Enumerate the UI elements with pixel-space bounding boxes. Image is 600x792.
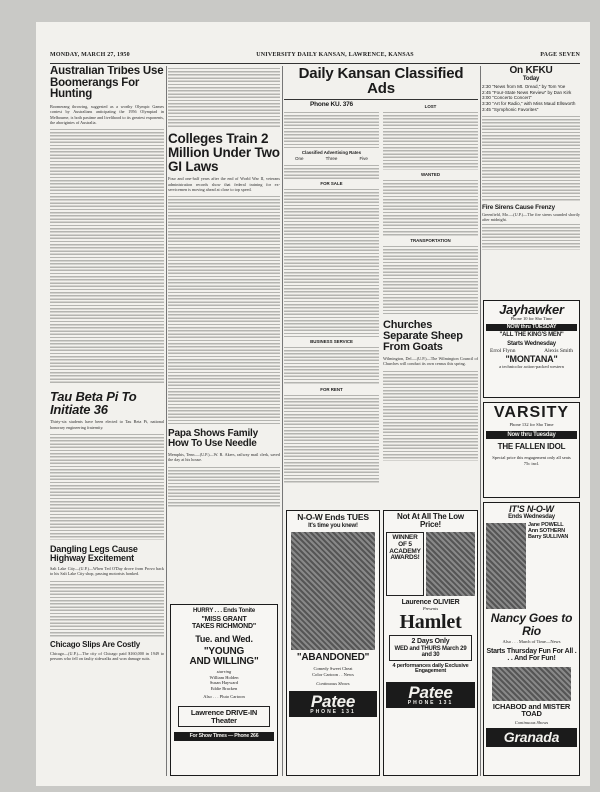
kfku-row: 3:00 "Concerto Concert" [482,95,532,101]
varsity-name: VARSITY [493,404,570,421]
article-text: Memphis, Tenn.—(U.P.)—W. R. Akers, railway mail clerk, saved the day at his house. [168,452,280,463]
classified-text [284,163,379,179]
classified-text [284,187,379,337]
granada-film: Nancy Goes to Rio [490,611,573,638]
masthead-date: MONDAY, MARCH 27, 1950 [50,52,130,58]
kfku-schedule-block [482,114,580,202]
drive-in-logo [178,706,270,727]
article-text: Boomerang throwing, suggested as a worthy Olympic Games contest by Australians anticipating the 1956 Olympiad in Melbourne, is both pastime and livelihood to its greatest exponents, the aboriginies of Australia. [50,104,164,125]
ad-days: Tue. and Wed. [195,634,253,645]
star-name: Ann SOTHERN [528,527,565,534]
headline-papa-needle: Papa Shows Family How To Use Needle [168,427,258,450]
patee-abandoned-ad [286,510,380,776]
rates-heading: Classified Advertising Rates [301,150,362,156]
granada-ad [483,502,580,776]
varsity-film: THE FALLEN IDOL [497,442,566,452]
kfku-row: 3:30 "Art for Radio," with Miss Maud Ellsworth [482,101,576,107]
jayhawker-title: "ALL THE KING'S MEN" [499,332,564,339]
headline-chicago-slips: Chicago Slips Are Costly [50,639,141,649]
ad-phone: For Show Times — Phone 266 [174,732,274,741]
classified-text [284,110,379,148]
classified-text [383,178,478,236]
ad-feature-line1: "YOUNG [203,645,245,657]
drive-in-name: Lawrence DRIVE-IN Theater [190,707,258,725]
ad-stars: William Holden Susan Hayward Eddie Bracken [209,674,239,691]
column-rule [480,66,481,776]
masthead-paper: UNIVERSITY DAILY KANSAN, LAWRENCE, KANSAS [256,52,414,58]
hamlet-winner: WINNER OF 5 ACADEMY AWARDS! [389,534,421,562]
ad-title-line2: TAKES RICHMOND" [192,623,256,631]
column-rule [166,66,167,776]
varsity-phone: Phone 132 for Sho Time [509,422,554,428]
varsity-ad [483,402,580,498]
masthead-rule [50,63,580,64]
article-text: Wilmington, Del.—(U.P.)—The Wilmington Council of Churches will conduct its own census this spring. [383,356,478,367]
rate-three: Three [325,156,338,162]
patee-phone: PHONE 131 [310,709,356,716]
rate-five: Five [359,156,368,162]
star-name: Jane POWELL [528,522,564,529]
classified-text [284,345,379,385]
hamlet-star: Laurence OLIVIER [401,599,460,607]
ad-film: "ABANDONED" [296,651,370,663]
jayhawker-ad [483,300,580,398]
kfku-day: Today [522,76,540,83]
kfku-row: 2:45 "Four-State News Review" by Dan Kirk [482,89,572,95]
ad-starring: starring [216,668,232,674]
ad-now: N-O-W Ends TUES [297,512,369,522]
varsity-now: Now thru Tuesday [486,431,577,439]
hamlet-title: Hamlet [399,611,462,634]
column-1 [50,66,164,776]
section-transportation: TRANSPORTATION [410,237,451,243]
ad-hurry: HURRY . . . Ends Tonite [193,608,255,614]
granada-continuous: Continuous Shows [514,719,549,725]
jayhawker-now: NOW thru TUESDAY [486,324,577,332]
masthead [50,52,580,62]
article-text-block [50,579,164,637]
article-text-block [168,465,280,507]
kfku-row: 3:45 "Symphonic Favorites" [482,106,539,112]
granada-starts: Starts Thursday Fun For All . . . And For Fun! [486,648,577,663]
article-text: Four and one-half years after the end of World War II, veterans administration records show that federal training for ex-servicemen is moving ahead at close to top speed. [168,176,280,192]
ad-continuous: Continuous Shows [316,681,350,687]
granada-also: Also . . . March of Time—News [502,638,561,644]
star-portrait-image [486,523,526,609]
hamlet-dates-box [389,635,472,660]
classified-right [383,102,478,484]
article-text: Chicago—(U.P.)—The city of Chicago paid $160,000 in 1949 to persons who fell on faulty sidewalks and won damage suits. [50,650,164,661]
granada-name: Granada [503,729,560,746]
movie-poster-image [291,532,375,650]
jayhawker-name: Jayhawker [499,302,564,317]
ad-also: Comedy Sweet Cheat Color Cartoon . . News [312,665,354,677]
varsity-extra: Special price this engagement only all seats 75c incl. [492,455,571,466]
granada-stars [528,523,577,609]
rate-one: One [295,156,304,162]
section-for-sale: FOR SALE [320,181,343,187]
headline-dangling-legs: Dangling Legs Cause Highway Excitement [50,543,138,564]
academy-box [386,532,424,596]
masthead-page: PAGE SEVEN [540,52,580,58]
headline-churches: Churches Separate Sheep From Goats [383,318,463,354]
ad-feature-line2: AND WILLING" [189,655,259,667]
rates-row [284,156,379,161]
jayhawker-extra: a technicolor action-packed western [499,363,564,369]
section-for-rent: FOR RENT [320,387,343,393]
ad-sub: It's time you knew! [308,522,358,529]
article-text-block [50,432,164,540]
actor-name: Alexis Smith [544,347,573,354]
headline-colleges-train: Colleges Train 2 Million Under Two GI Laws [168,131,280,174]
newspaper-page [36,22,590,786]
patee-hamlet-ad [383,510,478,776]
article-text: Greenfield, Mo.—(U.P.)—The fire sirens sounded shortly after midnight. [482,211,580,223]
hamlet-presents: Presents [422,606,439,612]
granada-logo [486,728,577,746]
drive-in-ad [170,604,278,776]
patee-name: Patee [408,682,453,702]
patee-logo [386,682,475,708]
granada-now: IT'S N-O-W [509,504,554,514]
article-text-block [383,369,478,461]
article-text: Thirty-six students have been elected to Tau Beta Pi, national honorary engineering fraternity. [50,419,164,430]
headline-tau-beta-pi: Tau Beta Pi To Initiate 36 [50,388,137,418]
jayhawker-phone: Phone 10 for Sho Time [510,316,553,322]
article-text-block [168,66,280,128]
kfku-title: On KFKU [509,66,553,76]
classified-text [383,110,478,170]
jayhawker-actors [486,348,577,354]
patee-name: Patee [310,691,356,711]
cartoon-image [492,667,571,701]
hamlet-top: Not At All The Low Price! [397,512,464,530]
jayhawker-starts: Starts Wednesday [507,340,556,347]
section-wanted: WANTED [420,171,441,177]
section-lost: LOST [424,103,437,109]
granada-ends: Ends Wednesday [508,514,555,521]
article-text-block [482,222,580,250]
hamlet-dates: WED and THURS March 29 and 30 [394,645,467,658]
classified-text [383,244,478,314]
article-text: Salt Lake City—(U.P.)—When Ted O'Day drove from Provo back to his Salt Lake City shop, passing motorists honked. [50,566,164,577]
article-text-block [168,194,280,424]
headline-fire-sirens: Fire Sirens Cause Frenzy [482,204,555,212]
granada-film2: ICHABOD and MISTER TOAD [492,701,571,719]
classified-left [284,102,379,484]
star-name: Barry SULLIVAN [528,533,569,540]
section-business-service: BUSINESS SERVICE [310,339,353,345]
classified-title: Daily Kansan Classified Ads [284,66,478,100]
headline-boomerangs: Australian Tribes Use Boomerangs For Hunting [50,66,164,101]
kfku-row: 2:30 "News from Mt. Oread," by Tom Yoe [482,84,566,90]
article-text-block [50,127,164,385]
patee-logo [289,691,377,717]
classified-phone: Phone KU. 376 [310,100,353,108]
hamlet-perf: 4 performances daily Exclusive Engagement [392,662,469,675]
jayhawker-film: "MONTANA" [505,353,558,364]
classified-text [284,393,379,483]
patee-phone: PHONE 131 [407,700,454,707]
ad-also: Also . . . Pluto Cartoon [203,694,245,700]
hamlet-days: 2 Days Only [411,638,450,646]
ad-title-line1: "MISS GRANT [201,616,247,624]
olivier-portrait-image [426,532,475,596]
actor-name: Errol Flynn [490,347,516,354]
column-rule [282,66,283,776]
